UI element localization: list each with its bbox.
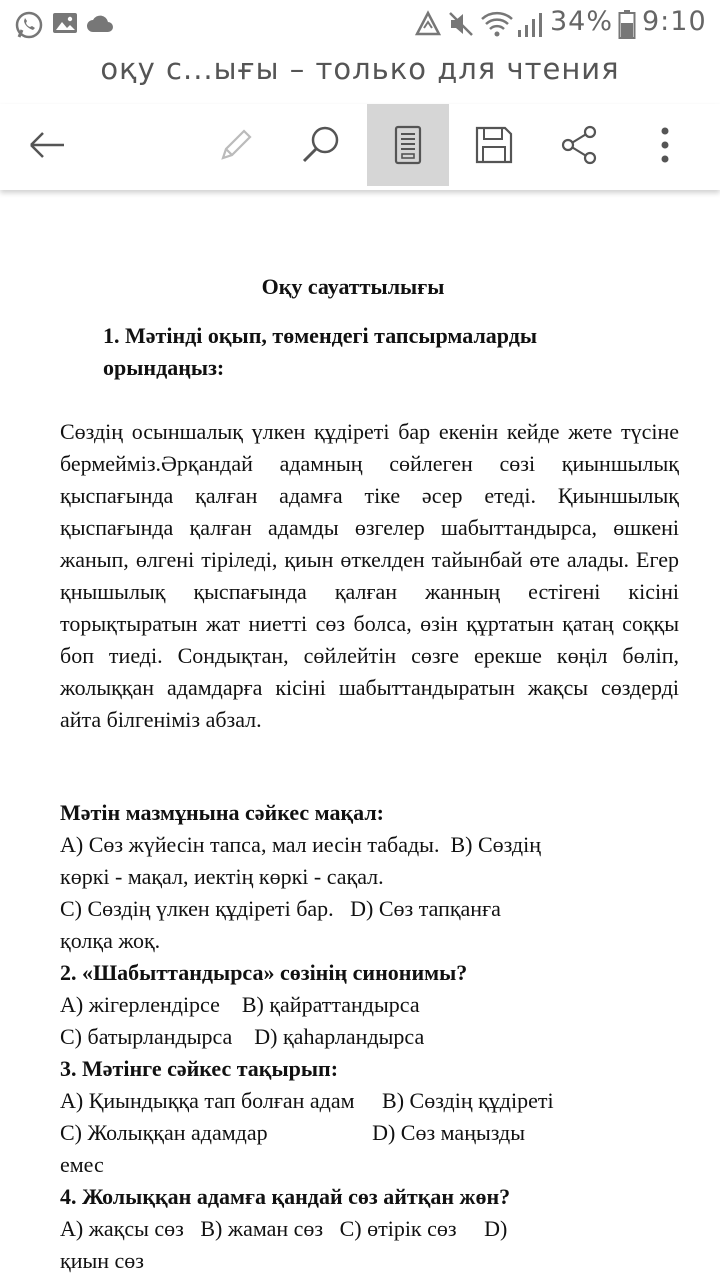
answer-line: көркі - мақал, иектің көркі - сақал. [60,864,384,889]
document-title: оқу с...ығы – только для чтения [100,52,620,86]
share-button[interactable] [538,104,620,186]
share-icon [559,125,599,165]
answer-line: қолқа жоқ. [60,928,161,953]
signal-icon [516,12,544,43]
question-title: 4. Жолыққан адамға қандай сөз айтқан жөн? [60,1184,511,1209]
answer-line: А) жақсы сөз В) жаман сөз С) өтірік сөз D) [60,1216,508,1241]
search-icon [300,124,342,166]
more-options-button[interactable] [624,104,706,186]
floppy-disk-icon [474,125,514,165]
search-button[interactable] [280,104,362,186]
toolbar [0,104,720,190]
answer-line: А) Сөз жүйесін тапса, мал иесін табады. В) Сөздің [60,832,542,857]
question-title: Мәтін мазмұнына сәйкес мақал: [60,800,385,825]
reading-passage: Сөздің осыншалық үлкен құдіреті бар екенін кейде жете түсіне бермейміз.Әрқандай адамның сөйлеген сөзі қиыншылық қыспағында қалған адамға тіке әсер етеді. Қиыншылық қыспағында қалған адамды өзгелер шабыттандырса, өшкені жанып, өлгені тіріледі, қиын өткелден тайынбай өте алады. Егер қнышылық қыспағында қалған жанның естігені кісіні торықтыратын жат ниетті сөз болса, өзін құртатын қатаң соққы боп тиеді. Сондықтан, сөйлейтін сөзге ерекше көңіл бөліп, жолыққан адамдарға кісіні шабыттандыратын жақсы сөздерді айта білгеніміз абзал. [60,419,679,732]
answer-line: емес [60,1152,104,1177]
more-vert-icon [660,127,670,163]
question-4 [60,1181,680,1277]
task-instruction: 1. Мәтінді оқып, төмендегі тапсырмаларды орындаңыз: [103,323,538,380]
cloud-icon [86,13,114,38]
wifi-icon [480,10,514,43]
arrow-left-icon [27,130,67,160]
answer-line: С) Жолыққан адамдар D) Сөз маңызды [60,1120,526,1145]
answer-line: С) батырландырса D) қаһарландырса [60,1024,425,1049]
mute-icon [447,10,475,43]
reading-mode-icon [393,125,423,165]
battery-icon [618,9,636,44]
question-title: 2. «Шабыттандырса» сөзінің синонимы? [60,960,468,985]
answer-line: А) жігерлендірсе В) қайраттандырса [60,992,420,1017]
reading-mode-button[interactable] [367,104,449,186]
clock: 9:10 [642,6,707,37]
battery-percent: 34% [550,6,614,37]
document-page [0,196,720,1280]
pencil-icon [215,125,255,165]
save-button[interactable] [453,104,535,186]
status-bar [0,0,720,50]
data-saver-icon [414,10,442,43]
document-heading: Оқу сауаттылығы [261,274,445,299]
whatsapp-icon [14,10,44,45]
back-button[interactable] [6,104,88,186]
answer-line: С) Сөздің үлкен құдіреті бар. D) Сөз тапқанға [60,896,501,921]
question-title: 3. Мәтінге сәйкес тақырып: [60,1056,339,1081]
answer-line: қиын сөз [60,1248,144,1273]
edit-button[interactable] [194,104,276,186]
question-2 [60,957,680,1053]
gallery-icon [52,10,78,41]
question-proverb [60,797,680,957]
answer-line: А) Қиындыққа тап болған адам В) Сөздің құдіреті [60,1088,554,1113]
question-3 [60,1053,680,1181]
